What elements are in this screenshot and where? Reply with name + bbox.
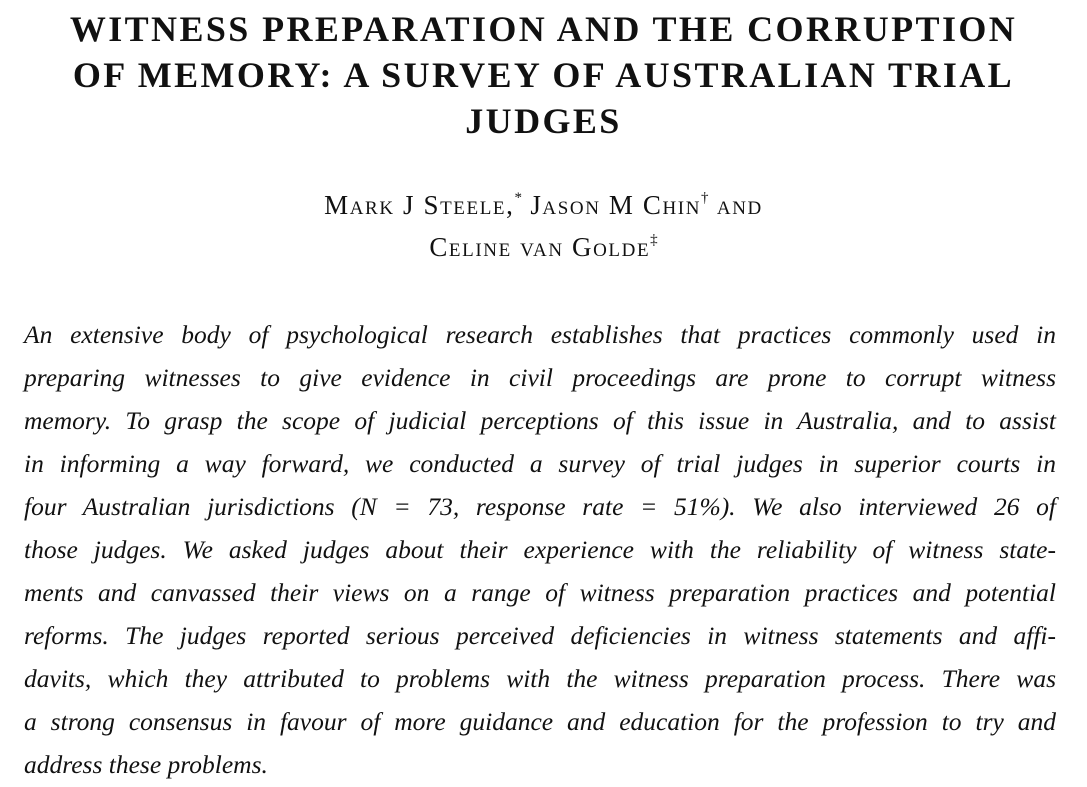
abstract-line: a strong consensus in favour of more guidance and education for the profession to try and [24, 707, 1056, 736]
abstract-line: ments and canvassed their views on a range of witness preparation practices and potential [24, 578, 1056, 607]
author-line [20, 226, 1067, 268]
abstract-line: in informing a way forward, we conducted a survey of trial judges in superior courts in [24, 449, 1056, 478]
abstract-line: An extensive body of psychological research establishes that practices commonly used in [24, 320, 1056, 349]
abstract-line: reforms. The judges reported serious perceived deficiencies in witness statements and affi- [24, 621, 1056, 650]
abstract [24, 313, 1056, 786]
title-line: JUDGES [465, 101, 622, 141]
footnote-mark: * [514, 190, 522, 206]
author-name: Mark J Steele, [324, 190, 515, 220]
abstract-line: davits, which they attributed to problems with the witness preparation process. There was [24, 664, 1056, 693]
footnote-mark: ‡ [650, 232, 658, 248]
author-name: Jason M Chin [530, 190, 702, 220]
title-line: OF MEMORY: A SURVEY OF AUSTRALIAN TRIAL [72, 55, 1015, 95]
abstract-line: those judges. We asked judges about their experience with the reliability of witness state- [24, 535, 1056, 564]
abstract-line: four Australian jurisdictions (N = 73, response rate = 51%). We also interviewed 26 of [24, 492, 1056, 521]
title-line: WITNESS PREPARATION AND THE CORRUPTION [69, 9, 1018, 49]
author-conjunction: and [716, 190, 763, 220]
abstract-line: memory. To grasp the scope of judicial perceptions of this issue in Australia, and to assist [24, 406, 1056, 435]
abstract-line: preparing witnesses to give evidence in civil proceedings are prone to corrupt witness [24, 363, 1056, 392]
author-list [20, 184, 1067, 268]
footnote-mark: † [701, 190, 709, 206]
author-line [20, 184, 1067, 226]
abstract-line: address these problems. [24, 750, 268, 779]
author-name: Celine van Golde [429, 232, 651, 262]
paper-title [20, 6, 1067, 144]
